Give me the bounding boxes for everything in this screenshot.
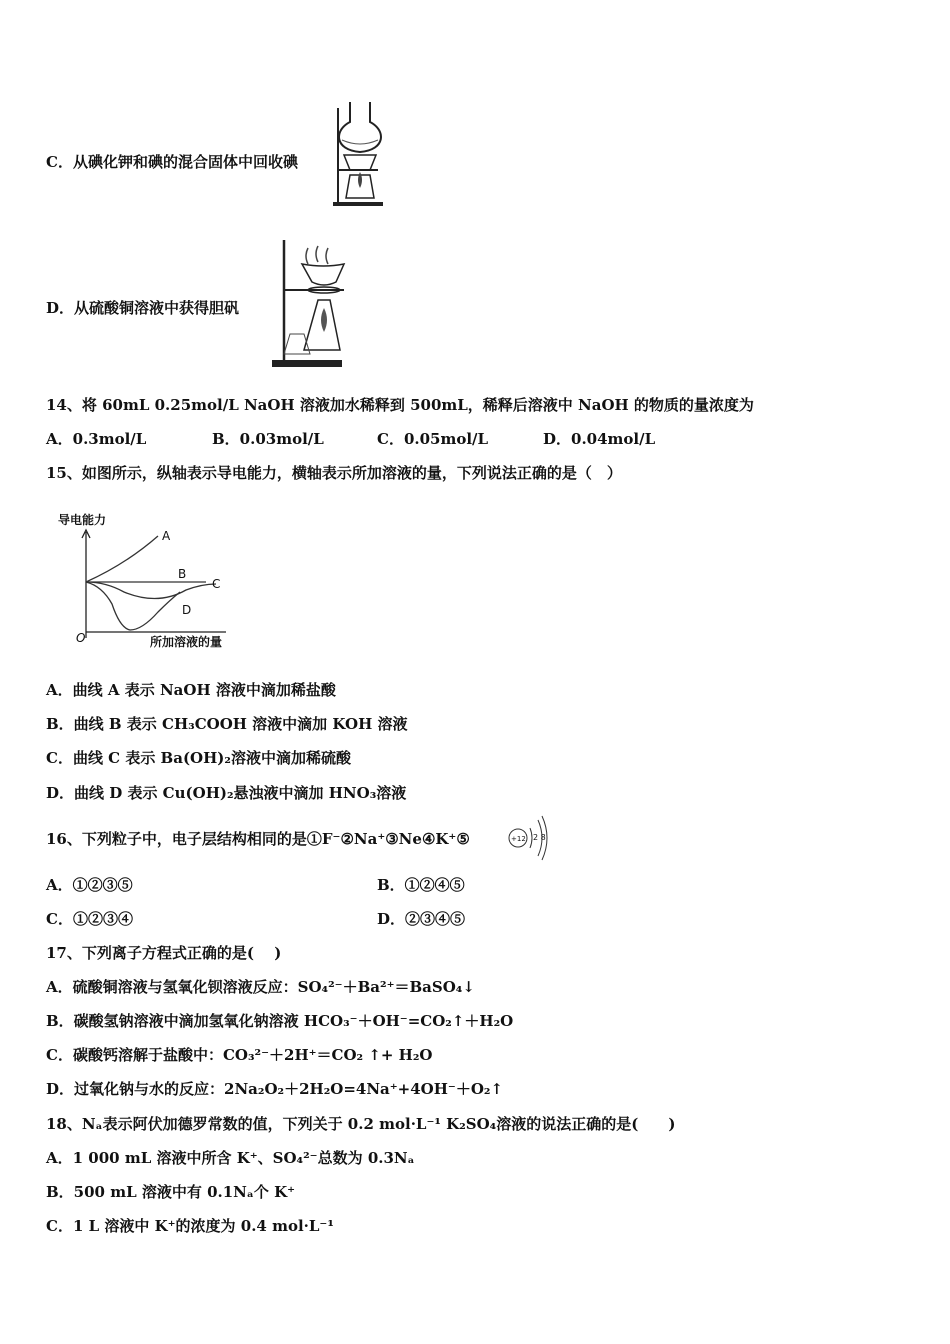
q17-option-d: D．过氧化钠与水的反应：2Na₂O₂＋2H₂O=4Na⁺+4OH⁻＋O₂↑ (46, 1080, 504, 1098)
q18-option-c: C．1 L 溶液中 K⁺的浓度为 0.4 mol·L⁻¹ (46, 1217, 334, 1235)
q14-option-a: A．0.3mol/L (46, 430, 147, 448)
chart-xlabel: 所加溶液的量 (150, 635, 223, 649)
atom-structure-diagram (506, 814, 552, 862)
legend-b-label: B (178, 567, 187, 581)
q18-option-b: B．500 mL 溶液中有 0.1Nₐ个 K⁺ (46, 1183, 296, 1201)
chart-origin-label: O (76, 631, 86, 645)
q15-option-d: D．曲线 D 表示 Cu(OH)₂悬浊液中滴加 HNO₃溶液 (46, 784, 407, 802)
q18-stem: 18、Nₐ表示阿伏加德罗常数的值，下列关于 0.2 mol·L⁻¹ K₂SO₄溶液的说法正确的是( ) (46, 1115, 676, 1133)
curve-a (86, 536, 158, 582)
q16-option-d: D．②③④⑤ (377, 910, 466, 928)
legend-d-label: D (182, 603, 192, 617)
q17-stem: 17、下列离子方程式正确的是( ) (46, 944, 282, 962)
q14-stem: 14、将 60mL 0.25mol/L NaOH 溶液加水稀释到 500mL，稀释后溶液中 NaOH 的物质的量浓度为 (46, 396, 754, 414)
q18-option-a: A．1 000 mL 溶液中所含 K⁺、SO₄²⁻总数为 0.3Nₐ (46, 1149, 415, 1167)
q16-stem: 16、下列粒子中，电子层结构相同的是①F⁻②Na⁺③Ne④K⁺⑤ (46, 830, 470, 848)
q15-option-c: C．曲线 C 表示 Ba(OH)₂溶液中滴加稀硫酸 (46, 749, 351, 767)
atom-nucleus-label: +12 (511, 835, 526, 843)
chart-ylabel: 导电能力 (58, 513, 107, 527)
q15-stem: 15、如图所示，纵轴表示导电能力，横轴表示所加溶液的量，下列说法正确的是（ ） (46, 464, 622, 482)
sublimation-apparatus-figure (330, 100, 390, 210)
q17-option-c: C．碳酸钙溶解于盐酸中：CO₃²⁻＋2H⁺＝CO₂ ↑+ H₂O (46, 1046, 433, 1064)
q17-option-a: A．硫酸铜溶液与氢氧化钡溶液反应：SO₄²⁻＋Ba²⁺＝BaSO₄↓ (46, 978, 475, 996)
q14-option-d: D．0.04mol/L (543, 430, 656, 448)
legend-c-label: C (212, 577, 221, 591)
conductivity-chart (46, 506, 246, 654)
q13-option-d: D．从硫酸铜溶液中获得胆矾 (46, 299, 240, 317)
q16-option-b: B．①②④⑤ (377, 876, 465, 894)
q13-option-c: C．从碘化钾和碘的混合固体中回收碘 (46, 153, 298, 171)
curve-c (86, 582, 216, 599)
q15-option-b: B．曲线 B 表示 CH₃COOH 溶液中滴加 KOH 溶液 (46, 715, 408, 733)
q16-option-a: A．①②③⑤ (46, 876, 133, 894)
q16-option-c: C．①②③④ (46, 910, 133, 928)
atom-shell-electrons: 2 8 (533, 833, 546, 842)
legend-a-label: A (162, 529, 171, 543)
curve-d (86, 582, 180, 630)
q14-option-b: B．0.03mol/L (212, 430, 324, 448)
q17-option-b: B．碳酸氢钠溶液中滴加氢氧化钠溶液 HCO₃⁻＋OH⁻=CO₂↑＋H₂O (46, 1012, 514, 1030)
q15-option-a: A．曲线 A 表示 NaOH 溶液中滴加稀盐酸 (46, 681, 336, 699)
evaporation-apparatus-figure (266, 238, 346, 370)
q14-option-c: C．0.05mol/L (377, 430, 489, 448)
